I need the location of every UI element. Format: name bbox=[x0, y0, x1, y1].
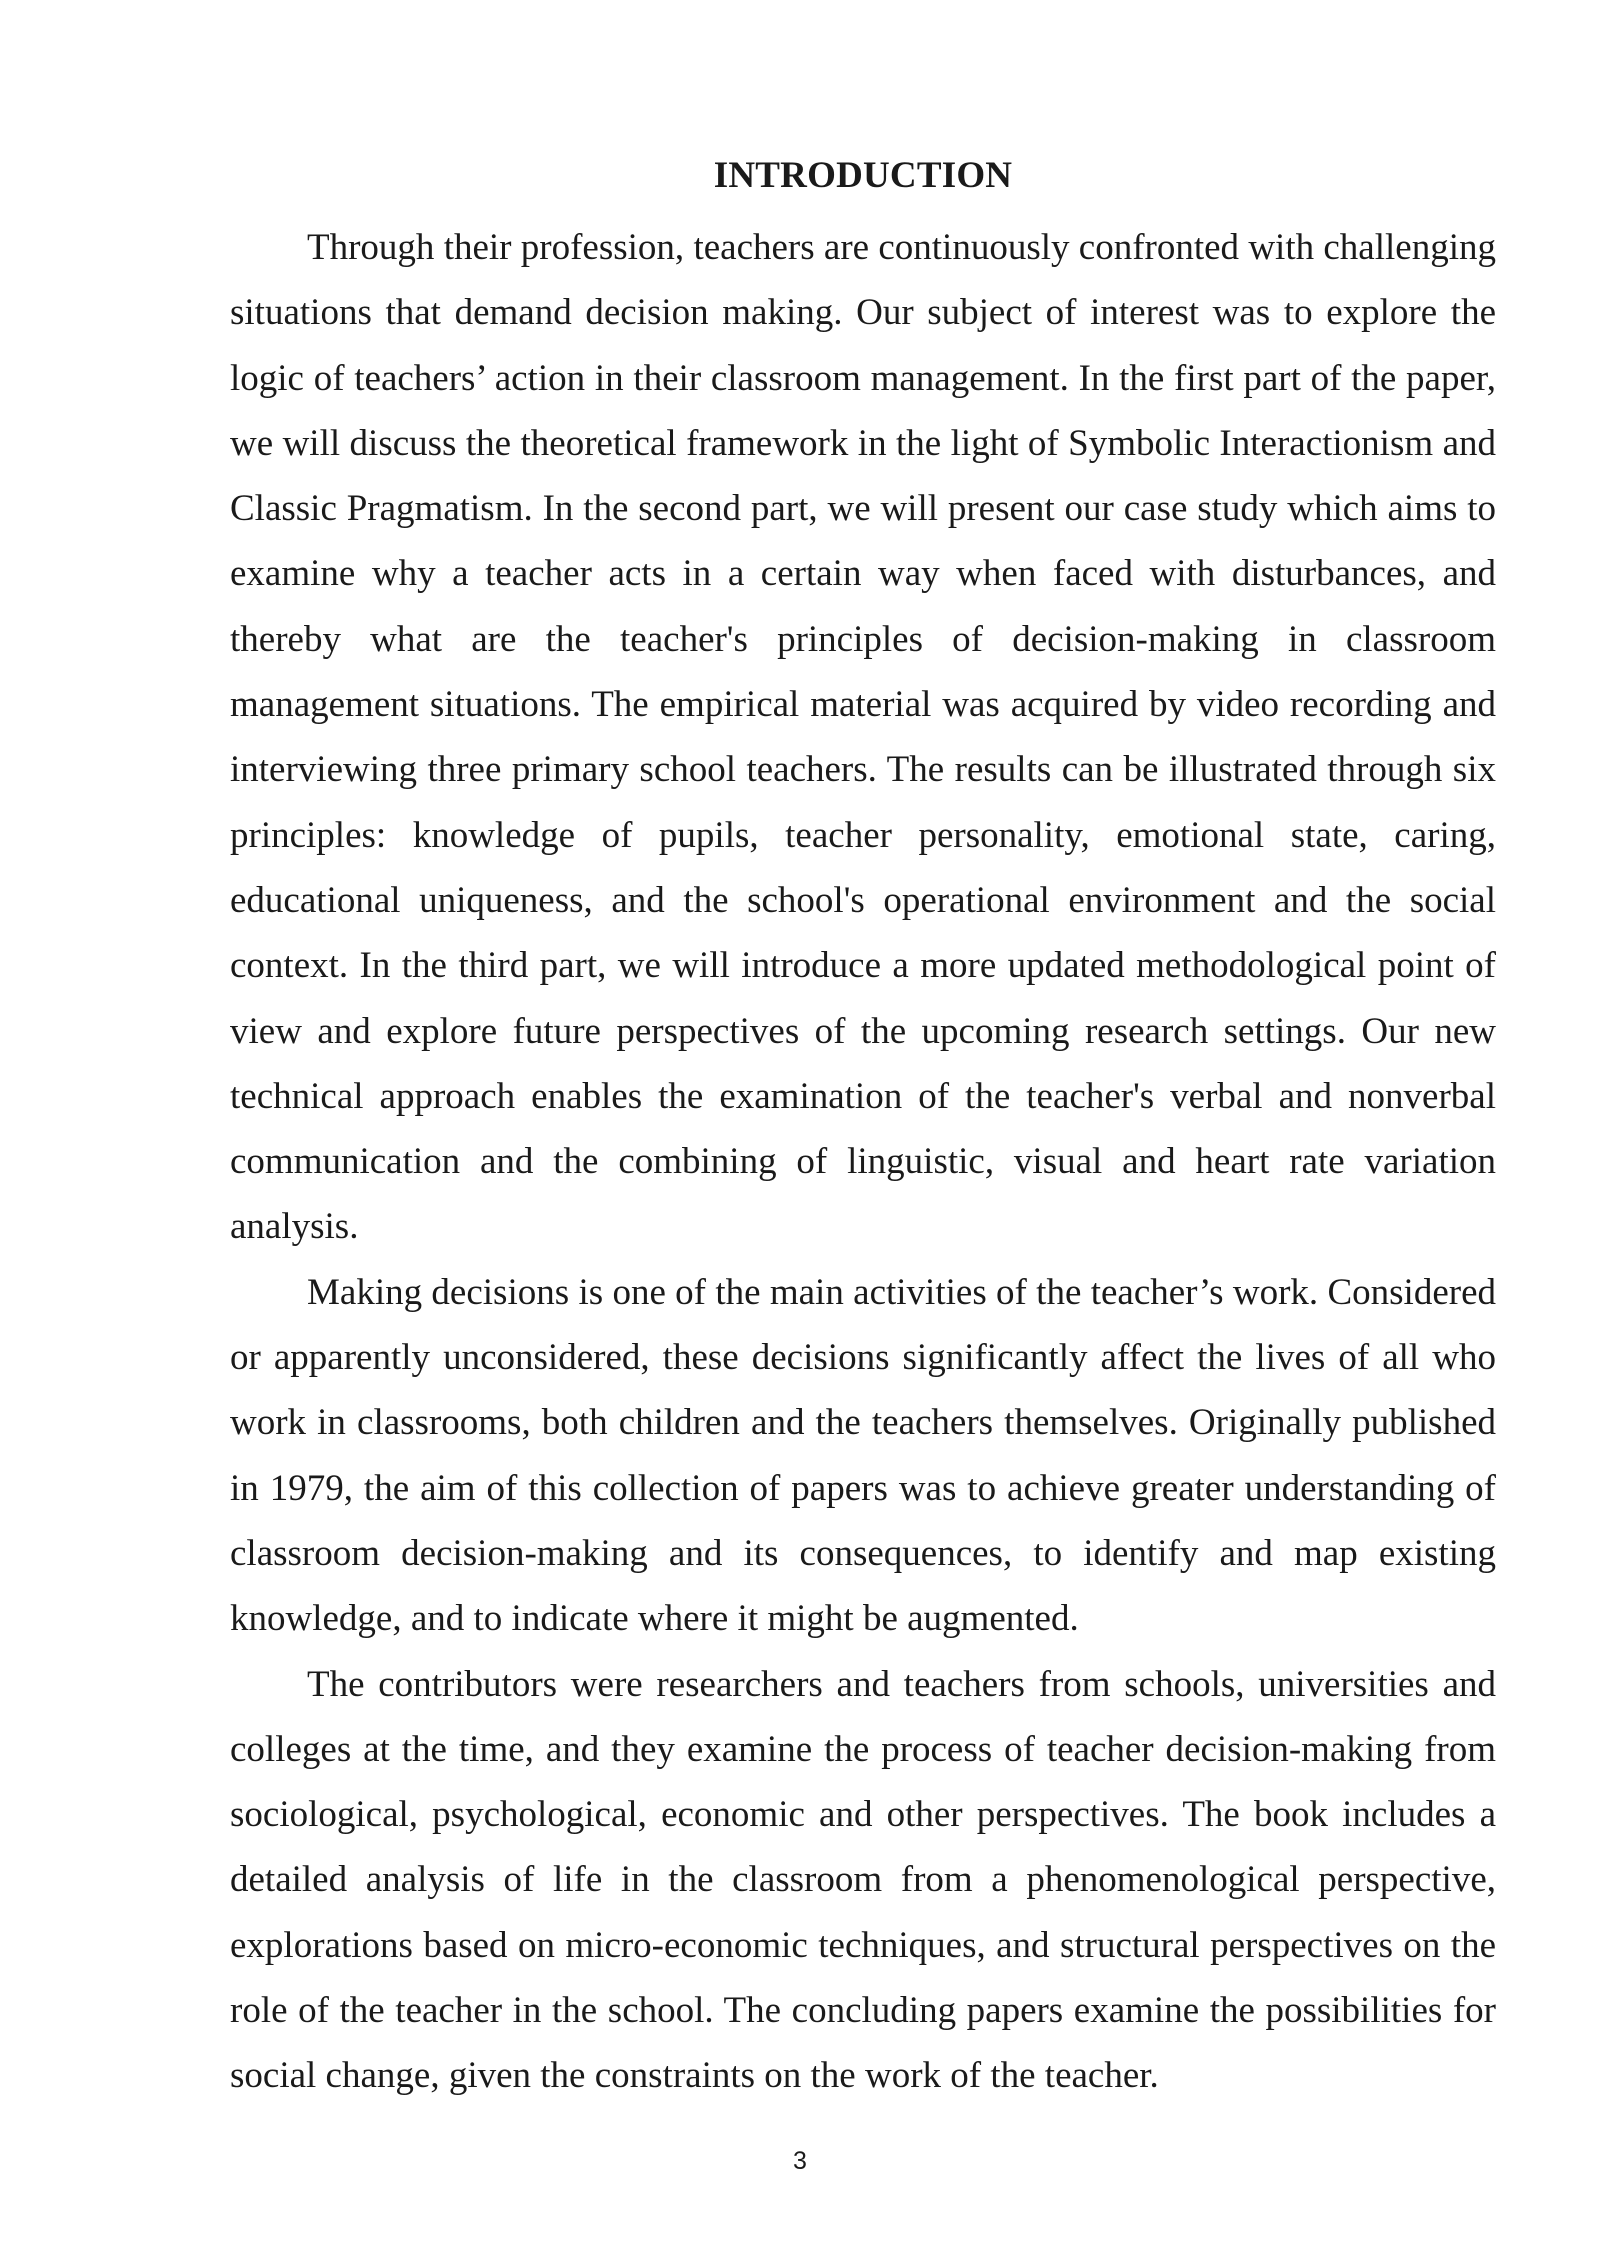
paragraph-2: Making decisions is one of the main activities of the teacher’s work. Considered or apparently unconsidered, these decisions significantly affect the lives of all who work in classrooms, both children and the teachers themselves. Originally published in 1979, the aim of this collection of papers was to achieve greater understanding of classroom decision-making and its consequences, to identify and map existing knowledge, and to indicate where it might be augmented. bbox=[230, 1271, 1496, 1640]
section-heading: INTRODUCTION bbox=[713, 155, 1013, 196]
paragraph-3: The contributors were researchers and teachers from schools, universities and colleges at the time, and they examine the process of teacher decision-making from sociological, psychological, economic and other perspectives. The book includes a detailed analysis of life in the classroom from a phenomenological perspective, explorations based on micro-economic techniques, and structural perspectives on the role of the teacher in the school. The concluding papers examine the possibilities for social change, given the constraints on the work of the teacher. bbox=[230, 1663, 1496, 2097]
paragraph-1: Through their profession, teachers are continuously confronted with challenging situations that demand decision making. Our subject of interest was to explore the logic of teachers’ action in their classroom management. In the first part of the paper, we will discuss the theoretical framework in the light of Symbolic Interactionism and Classic Pragmatism. In the second part, we will present our case study which aims to examine why a teacher acts in a certain way when faced with disturbances, and thereby what are the teacher's principles of decision-making in classroom management situations. The empirical material was acquired by video recording and interviewing three primary school teachers. The results can be illustrated through six principles: knowledge of pupils, teacher personality, emotional state, caring, educational uniqueness, and the school's operational environment and the social context. In the third part, we will introduce a more updated methodological point of view and explore future perspectives of the upcoming research settings. Our new technical approach enables the examination of the teacher's verbal and nonverbal communication and the combining of linguistic, visual and heart rate variation analysis. bbox=[230, 227, 1496, 1248]
document-body bbox=[230, 150, 1496, 2109]
page-number: 3 bbox=[793, 2147, 807, 2175]
